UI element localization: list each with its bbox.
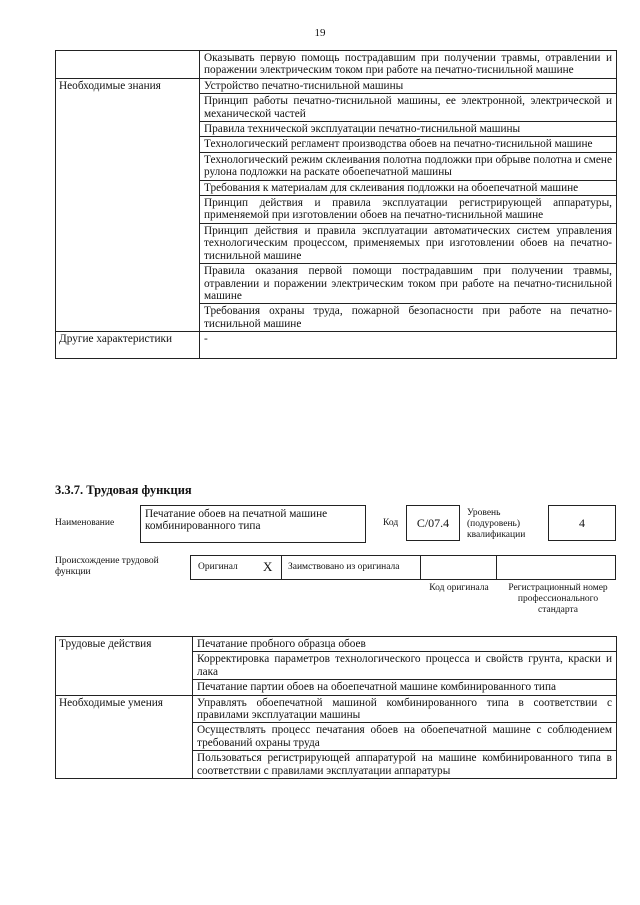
borrowed-label: Заимствовано из оригинала bbox=[288, 562, 400, 572]
divider bbox=[420, 556, 421, 580]
table-row bbox=[56, 51, 617, 79]
action-item: Печатание партии обоев на обоепечатной машине комбинированного типа bbox=[193, 680, 617, 695]
knowledge-item: Технологический регламент производства обоев на печатно-тиснильной машине bbox=[200, 137, 617, 152]
original-label: Оригинал bbox=[198, 562, 238, 572]
knowledge-item: Принцип действия и правила эксплуатации автоматических систем управления технологическим процессом, применяемых при изготовлении обоев на печатно-тиснильной машине bbox=[200, 223, 617, 263]
action-item: Печатание пробного образца обоев bbox=[193, 637, 617, 652]
knowledge-item: Принцип работы печатно-тиснильной машины, ее электронной, электрической и механической частей bbox=[200, 94, 617, 122]
knowledge-item: Устройство печатно-тиснильной машины bbox=[200, 78, 617, 93]
table-cell-empty bbox=[56, 51, 200, 79]
code-caption: Код оригинала bbox=[429, 583, 489, 593]
level-box: 4 bbox=[548, 505, 616, 541]
table-row bbox=[56, 637, 617, 652]
skill-item: Пользоваться регистрирующей аппаратурой на машине комбинированного типа в соответствии с правилами эксплуатации аппаратуры bbox=[193, 751, 617, 779]
name-label: Наименование bbox=[55, 518, 115, 528]
table-row bbox=[56, 695, 617, 723]
origin-label: Происхождение трудовой функции bbox=[55, 556, 159, 577]
origin-box bbox=[190, 555, 616, 580]
original-mark: X bbox=[263, 559, 273, 574]
other-value: - bbox=[200, 332, 617, 359]
function-name-box: Печатание обоев на печатной машине комбинированного типа bbox=[140, 505, 366, 543]
other-label: Другие характеристики bbox=[56, 332, 200, 359]
knowledge-item: Требования к материалам для склеивания подложки на обоепечатной машине bbox=[200, 180, 617, 195]
action-item: Корректировка параметров технологического процесса и свойств грунта, краски и лака bbox=[193, 652, 617, 680]
table-row bbox=[56, 78, 617, 93]
skills-label: Необходимые умения bbox=[56, 695, 193, 778]
knowledge-item: Требования охраны труда, пожарной безопасности при работе на печатно-тиснильной машине bbox=[200, 304, 617, 332]
knowledge-item: Технологический режим склеивания полотна подложки при обрыве полотна и смене рулона подложки на раскате обоепечатной машины bbox=[200, 152, 617, 180]
section-title: 3.3.7. Трудовая функция bbox=[55, 483, 192, 497]
page-number: 19 bbox=[314, 27, 326, 39]
actions-label: Трудовые действия bbox=[56, 637, 193, 696]
knowledge-label: Необходимые знания bbox=[56, 78, 200, 331]
divider bbox=[496, 556, 497, 580]
table-cell: Оказывать первую помощь пострадавшим при получении травмы, отравлении и поражении электрическим током при работе на печатно-тиснильной машине bbox=[200, 51, 617, 79]
skill-item: Осуществлять процесс печатания обоев на обоепечатной машине с соблюдением требований охраны труда bbox=[193, 723, 617, 751]
knowledge-item: Правила технической эксплуатации печатно-тиснильной машины bbox=[200, 122, 617, 137]
code-box: С/07.4 bbox=[406, 505, 460, 541]
table-row bbox=[56, 332, 617, 359]
reg-caption: Регистрационный номер профессионального стандарта bbox=[508, 583, 608, 615]
skill-item: Управлять обоепечатной машиной комбинированного типа в соответствии с правилами эксплуатации машины bbox=[193, 695, 617, 723]
actions-table bbox=[55, 636, 617, 779]
knowledge-item: Принцип действия и правила эксплуатации регистрирующей аппаратуры, применяемой при изготовлении обоев на печатно-тиснильной машине bbox=[200, 196, 617, 224]
level-label: Уровень (подуровень) квалификации bbox=[467, 508, 526, 540]
code-label: Код bbox=[383, 518, 399, 528]
knowledge-table bbox=[55, 50, 617, 359]
knowledge-item: Правила оказания первой помощи пострадавшим при получении травмы, отравлении и поражении электрическим током при работе на печатно-тиснильной машине bbox=[200, 264, 617, 304]
divider bbox=[281, 556, 282, 580]
